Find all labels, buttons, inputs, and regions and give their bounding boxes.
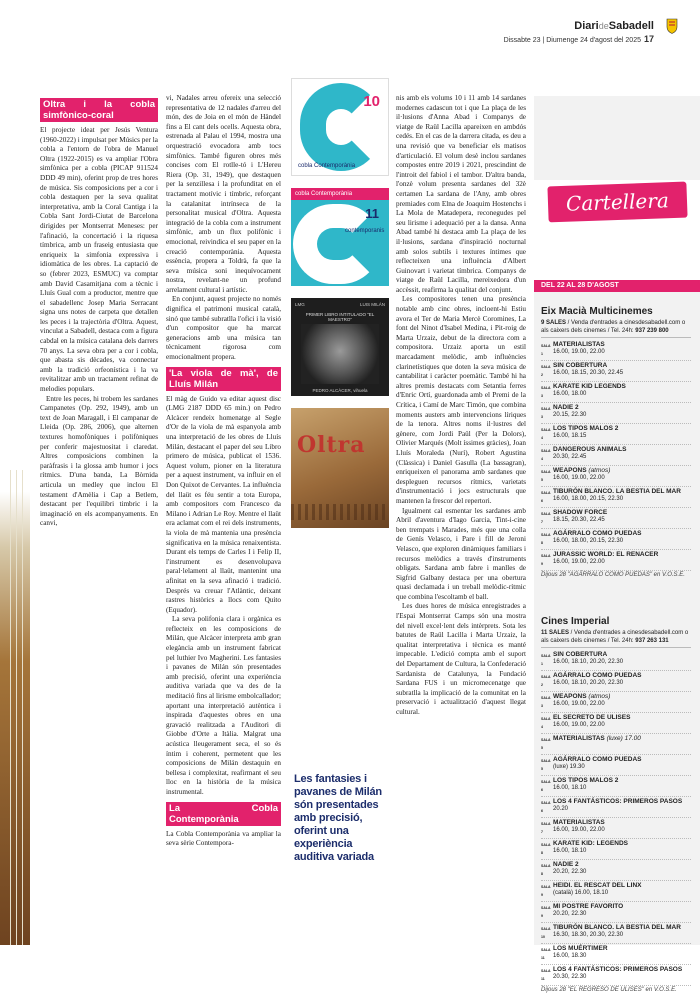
- film-title: HEIDI. EL RESCAT DEL LINX: [553, 882, 642, 889]
- newspaper-name: [504, 20, 654, 32]
- cinema-room-count: 11 SALES: [541, 630, 570, 636]
- screen-room: SALA 6: [541, 780, 551, 792]
- screen-room: SALA 2: [541, 365, 551, 377]
- film-title: TIBURÓN BLANCO. LA BESTIA DEL MAR: [553, 924, 681, 931]
- film-showtimes: 16.30, 18.30, 20.30, 22.30: [553, 931, 624, 938]
- screen-room: SALA 10: [541, 927, 551, 939]
- cinema-name: Cines Imperial: [541, 616, 610, 627]
- article-column-2: [166, 94, 281, 849]
- cinema-phone: 937 263 131: [635, 637, 669, 644]
- film-listing: [541, 902, 691, 923]
- film-showtimes: 16.00, 18.10: [553, 784, 587, 791]
- film-title: LOS TIPOS MALOS 2: [553, 777, 619, 784]
- issue-date-line: [504, 34, 654, 44]
- section-heading-oltra: Oltra i la cobla simfònico-coral: [40, 98, 158, 122]
- film-showtimes: 16.00, 18.30: [553, 952, 587, 959]
- film-showtimes: 16.00, 19.00, 22.00: [553, 700, 605, 707]
- film-listing: [541, 382, 691, 403]
- sabadell-crest-icon: [666, 18, 678, 34]
- film-listing: [541, 361, 691, 382]
- film-title: SIN COBERTURA: [553, 651, 608, 658]
- film-title: KARATE KID LEGENDS: [553, 383, 626, 390]
- article-paragraph: En conjunt, aquest projecte no només dignifica el patrimoni musical català, sinó que també subratlla l'ofici i la visió d'un compositor que ha marcat generacions amb una música tan tècnicament rigorosa com emocionalment propera.: [166, 295, 281, 362]
- page-number: 17: [643, 34, 654, 44]
- film-showtimes: 16.00, 18.10: [553, 847, 587, 854]
- film-title: KARATE KID: LEGENDS: [553, 840, 628, 847]
- film-title: DANGEROUS ANIMALS: [553, 446, 627, 453]
- film-format: (atmos): [586, 693, 611, 700]
- film-listing: [541, 692, 691, 713]
- film-title: MATERIALISTAS: [553, 341, 605, 348]
- film-title: WEAPONS (atmos): [553, 693, 611, 700]
- cover-title: Oltra: [297, 432, 366, 458]
- film-title: LOS 4 FANTÁSTICOS: PRIMEROS PASOS: [553, 966, 683, 973]
- newspaper-name-de: de: [598, 21, 609, 31]
- film-listing: [541, 671, 691, 692]
- album-cover-cobla-11: [291, 188, 389, 286]
- screen-room: SALA 5: [541, 470, 551, 482]
- film-format: (atmos): [586, 467, 611, 474]
- film-listing: [541, 881, 691, 902]
- film-listing: [541, 340, 691, 361]
- section-heading-milan: 'La viola de mà', de Lluís Milán: [166, 367, 281, 391]
- article-paragraph: vi, Nadales arreu ofereix una selecció representativa de 12 nadales d'arreu del món, des de Joia en el món de Händel fins a El cant dels ocells. Aquesta obra, estrenada al Palau el 1994, mostra una orquestració evocadora amb tocs simfònics. També figuren obres més concises com El rotlle-tó i L'Hereu Riera (Op. 31, 1949), que destaquen per la senzillesa i la profunditat en el tractament motívic i tímbric, reforçant la catalanitat intrínseca de la personalitat musical d'Oltra. Aquesta integració de la cobla com a instrument simfònic, amb un flux polifònic i emocional, reivindica el seu paper en la creació contemporània. Aquesta essència, propera a Toldrà, fa que la seva música soni inequívocament nostra, revelant-ne un profund arrelament cultural i artístic.: [166, 94, 281, 294]
- film-title: WEAPONS (atmos): [553, 467, 611, 474]
- film-showtimes: 20.30, 22.30: [553, 973, 587, 980]
- cinema-block: [541, 616, 691, 997]
- cinema-ticket-info: / Venda d'entrades a cinesdesabadell.com o als caixers dels cinemes / Tel. 24h:: [541, 320, 686, 334]
- film-listing: [541, 797, 691, 818]
- screen-room: SALA 4: [541, 449, 551, 461]
- cinema-note: Dijous 28 "EL REGRESO DE ULISES" en V.O.S.E.: [541, 987, 677, 993]
- cover-top-line: [295, 302, 385, 307]
- screen-room: SALA 8: [541, 533, 551, 545]
- screen-room: SALA 6: [541, 801, 551, 813]
- film-listing: [541, 403, 691, 424]
- screen-room: SALA 11: [541, 969, 551, 981]
- film-listing: [541, 734, 691, 755]
- film-listing: [541, 923, 691, 944]
- cartellera-banner: [534, 180, 700, 292]
- screen-room: SALA 8: [541, 843, 551, 855]
- cover-volume-number: 10: [363, 93, 380, 110]
- film-showtimes: 16.00, 18.00, 20.15, 22.30: [553, 537, 624, 544]
- guitar-photo: [0, 0, 30, 945]
- film-title: LOS TIPOS MALOS 2: [553, 425, 619, 432]
- cinema-info: [541, 320, 691, 338]
- screen-room: SALA 7: [541, 822, 551, 834]
- screen-room: SALA 9: [541, 554, 551, 566]
- album-cover-oltra: [291, 408, 389, 528]
- article-paragraph: nis amb els volums 10 i 11 amb 14 sardanes modernes cadascun tot i que La plaça de les il·lusions d'Anna Abad i Companys de viatge de Raül Lacilla apareixen en ambdós cedés. En el cas de la darrera citada, es deu a una revisió que va beneficiar els matisos d'articulació. El volum desè inclou sardanes compostes entre 2019 i 2021, prescindint de l'introit del fabiol i el tambor. D'altra banda, l'onzè volum presenta sardanes del 32è certamen La sardana de l'Any, amb obres premiades com Elna de Joaquim Hostenchs i La Mola de Matadepera, reconegudes pel seu lirisme i adequació per a la dansa. Anna Abad també hi destaca amb La plaça de les il·lusions, sardana d'inspiració nocturnal amb solos subtils i textures íntimes que reflecteixen una influència d'Albert Guinovart i varietat tímbrica. Companys de viatge de Raül Lacilla, mereixedora d'un accèssit, reafirma la qualitat del conjunt.: [396, 94, 526, 294]
- cover-label-brand: LMG: [295, 302, 305, 307]
- page-header: [0, 0, 700, 62]
- cover-composer: LUIS MILÁN: [359, 302, 385, 307]
- film-listing: [541, 466, 691, 487]
- article-paragraph: El màg de Guido va editar aquest disc (LMG 2187 DDD 65 min.) on Pedro Alcàcer rendeix homenatge al Segle d'Or de la viola de mà espanyola amb una interpretació de les obres de Lluís Milán, destacant el paper del seu Libro primero de música, publicat el 1536. Aquest volum, pioner en la literatura per a aquest instrument, va influir en el Don Quixot de Cervantes. La influència del llaüt es féu sentir a tota Europa, amb compositors com Francesco da Milano i Adrian Le Roy. Mentre el llaüt era aclamat com el rei dels instruments, la viola de mà mantenia una presència significativa en la música renaixentista. Durant els temps de Carles I i Felip II, l'instrument es desenvolupava paral·lelament al llaüt, mantenint una afinitat en la seva afinació i tradició. Després va creuar l'Atlàntic, deixant rastres històrics a llocs com Quito (Equador).: [166, 394, 281, 614]
- film-showtimes: 16.00, 19.00, 22.00: [553, 558, 605, 565]
- screen-room: SALA 3: [541, 386, 551, 398]
- film-listing: [541, 755, 691, 776]
- article-paragraph: La Cobla Contemporània va ampliar la seva sèrie Contempora-: [166, 829, 281, 848]
- guitar-string: [10, 470, 11, 945]
- film-title: NADIE 2: [553, 404, 579, 411]
- film-showtimes: 18.15, 20.30, 22.45: [553, 516, 605, 523]
- film-showtimes: 16.00, 19.00, 22.00: [553, 826, 605, 833]
- article-paragraph: Entre les peces, hi trobem les sardanes Campanetes (Op. 292, 1949), amb un text de Joan Maragall, i El campanar de Lleida (Op. 286, 2006), que alternen textures homofòniques i polifòniques per conferir majestuositat i claredat. Altres composicions combinen la paràfrasis i la glossa amb humor i jocs rítmics. D'una banda, La Bòrnida articula un medley que inclou El testament d'Amèlia i Cap a Betlem, destacant per l'equilibri timbric i la imaginació en els acompanyaments. En canvi,: [40, 394, 158, 528]
- screen-room: SALA 5: [541, 738, 551, 750]
- masthead: [504, 20, 654, 44]
- newspaper-name-b: Sabadell: [608, 20, 654, 32]
- film-listing: [541, 944, 691, 965]
- section-heading-cobla: La Cobla Contemporània: [166, 802, 281, 826]
- screen-room: SALA 11: [541, 948, 551, 960]
- screen-room: SALA 9: [541, 885, 551, 897]
- film-format: (luxe) 17.00: [604, 735, 641, 742]
- film-listing: [541, 508, 691, 529]
- cover-subtitle: contemporanis: [345, 228, 385, 234]
- cover-texture: [291, 504, 389, 520]
- film-showtimes: 16.00, 19.00, 22.00: [553, 348, 605, 355]
- screen-room: SALA 5: [541, 759, 551, 771]
- film-showtimes: 20.30, 22.45: [553, 453, 587, 460]
- cover-label: cobla Contemporània: [298, 163, 356, 169]
- film-listing: [541, 550, 691, 571]
- film-listing: [541, 860, 691, 881]
- screen-room: SALA 1: [541, 344, 551, 356]
- film-showtimes: 16.00, 18.15: [553, 432, 587, 439]
- screen-room: SALA 7: [541, 512, 551, 524]
- cinema-info: [541, 630, 691, 648]
- article-paragraph: Les compositores tenen una presència notable amb cinc obres, incloent-hi Estiu avora el Ter de Maria Mercè Coromines, La font del Ninot d'Isabel Medina, i Pit-roig de Marta Urzaiz, debut de la directora com a compositora. Urzaiz aporta un estil marcadament melòdic, amb influències clarinetístiques que doten la seva música de cantabilitat i caràcter poemàtic. També hi ha altres premis destacats com Setantia ferres d'Enric Ortí, guardonada amb el Premi de la Crítica, i Camí de Marc Timón, que combina moments austers amb intervencions líriques de la tenora. Altres noms il·lustres del gènere, com Jordi Paül (Per la Dolors), Olivier Marqués (Molt íssimes gràcies), Joan Lluís Moraleda (Nurí), Robert Agustina (Clàssica) i Daniel Gasulla (La bassagran), enriqueixen el panorama amb sardanes que despleguen recursos rítmics, varietats d'instrumentació i jocs estructurals que mantenen la frescor del repertori.: [396, 295, 526, 505]
- film-title: TIBURÓN BLANCO. LA BESTIA DEL MAR: [553, 488, 681, 495]
- cartellera-sidebar: [534, 96, 700, 993]
- guitar-string: [22, 470, 23, 945]
- film-showtimes: 16.00, 18.00: [553, 390, 587, 397]
- article-column-4: [396, 94, 526, 718]
- film-showtimes: (luxe) 19.30: [553, 763, 585, 770]
- article-paragraph: El projecte ideat per Jesús Ventura (1960-2022) i impulsat per Músics per la cobla a l'entorn de l'obra de Manuel Oltra (1922-2015) es va ampliar l'Obra simfònica per a cobla (PICAP 911524 DDD 49 min), oferint prop de tres hores de música. Sis composicions per a cor i cobla destaquen per la seva qualitat interpretativa, amb la Coral Cantiga i la Cobla Sant Jordi-Ciutat de Barcelona dirigides per Montserrat Meneses: per l'afinació, la concertació i la riquesa tímbrica, amb un fraseig entusiasta que enriqueix la simfonia expressiva i idiomàtica de les obres. La captació de so (febrer 2023, ESMUC) va comptar amb David Casamitjana com a tècnic i Lluís Gual com a productor, mentre que el sabadellenc Josep Maria Serracant signa uns notes de carpeta que detallen les peces i la trajectòria d'Oltra. Aquest, vinculat a Sabadell, destaca com a figura cabdal en la música catalana dels darrers 70 anys. La seva obra per a cor i cobla, que abasta sis dècades, va connectar amb la tradició orfeonística i la va revitalitzar amb un tractament refinat de melodies populars.: [40, 126, 158, 394]
- album-cover-luis-milan: [291, 298, 389, 396]
- cover-volume-number: 11: [365, 206, 379, 221]
- screen-room: SALA 6: [541, 491, 551, 503]
- film-listing: [541, 424, 691, 445]
- issue-date: Dissabte 23 | Diumenge 24 d'agost del 2025: [503, 37, 641, 44]
- film-showtimes: 20.15, 22.30: [553, 411, 587, 418]
- screen-room: SALA 2: [541, 675, 551, 687]
- cinema-ticket-info: / Venda d'entrades a cinesdesabadell.com o als caixers dels cinemes / Tel. 24h:: [541, 630, 689, 644]
- cartellera-title: Cartellera: [547, 182, 687, 223]
- guitar-string: [16, 470, 17, 945]
- cover-label: cobla Contemporània: [291, 188, 389, 200]
- film-title: AGÁRRALO COMO PUEDAS: [553, 672, 642, 679]
- screen-room: SALA 3: [541, 407, 551, 419]
- film-title: AGÁRRALO COMO PUEDAS: [553, 530, 642, 537]
- film-showtimes: 16.00, 18.10, 20.20, 22.30: [553, 679, 624, 686]
- album-cover-cobla-10: [291, 78, 389, 176]
- film-showtimes: 20.20, 22.30: [553, 910, 587, 917]
- film-listing: [541, 965, 691, 986]
- screen-room: SALA 1: [541, 654, 551, 666]
- cinema-room-count: 9 SALES: [541, 320, 567, 326]
- film-title: MI POSTRE FAVORITO: [553, 903, 624, 910]
- screen-room: SALA 9: [541, 906, 551, 918]
- screen-room: SALA 4: [541, 428, 551, 440]
- article-paragraph: Les dues hores de música enregistrades a l'Espai Montserrat Camps són una mostra del nivell excel·lent dels intèrprets. Sota les batutes de Raül Lacilla i Marta Urzaiz, la qualitat interpretativa i tècnica es manté impecable. L'edició compta amb el suport del Departament de Cultura, la Confederació Sardanista de Catalunya, la Fundació Sardana FUS i un micromecenatge que subratlla la implicació de la comunitat en la preservació i actualització d'aquest llegat cultural.: [396, 602, 526, 716]
- film-listing: [541, 487, 691, 508]
- film-title: MATERIALISTAS: [553, 819, 605, 826]
- cover-portrait: [301, 324, 379, 384]
- film-showtimes: 16.00, 18.00, 20.15, 22.30: [553, 495, 624, 502]
- screen-room: SALA 3: [541, 696, 551, 708]
- film-listing: [541, 776, 691, 797]
- film-title: MATERIALISTAS (luxe) 17.00: [553, 735, 641, 742]
- film-showtimes: 16.00, 19.00, 22.00: [553, 721, 605, 728]
- cartellera-dates: DEL 22 AL 28 D'AGOST: [534, 280, 700, 292]
- article-paragraph: Igualment cal esmentar les sardanes amb Abril d'aventura d'Iago Garcia, Tint-i-cine ben trempats i Marades, més que una colla de Genís Velasco, i Pare i fill de Jeroni Velasco, que exploren dinàmiques familiars i recursos melòdics a través d'instruments obligats. Sardana amb fabre i manlles de Sigfrid Galbany destaca per una obertura quasi declamada i un treball melòdic-rítmic que combina l'escoltamb el ball.: [396, 506, 526, 601]
- film-listing: [541, 529, 691, 550]
- film-showtimes: 20.20: [553, 805, 569, 812]
- album-covers: [291, 78, 391, 540]
- cinema-note: Dijous 28 "AGÁRRALO COMO PUEDAS" en V.O.S.E.: [541, 572, 685, 578]
- film-listing: [541, 713, 691, 734]
- film-showtimes: 20.20, 22.30: [553, 868, 587, 875]
- film-title: LOS 4 FANTÁSTICOS: PRIMEROS PASOS: [553, 798, 683, 805]
- cinema-phone: 937 239 800: [635, 327, 669, 334]
- film-title: LOS MUÉRTIMER: [553, 945, 608, 952]
- film-title: EL SECRETO DE ULISES: [553, 714, 631, 721]
- film-listing: [541, 445, 691, 466]
- film-showtimes: (català) 16.00, 18.10: [553, 889, 609, 896]
- cover-performer: PEDRO ALCÀCER, vihuela: [312, 388, 368, 393]
- film-title: NADIE 2: [553, 861, 579, 868]
- film-listing: [541, 650, 691, 671]
- film-showtimes: 16.00, 18.15, 20.30, 22.45: [553, 369, 624, 376]
- screen-room: SALA 8: [541, 864, 551, 876]
- film-title: AGÁRRALO COMO PUEDAS: [553, 756, 642, 763]
- film-showtimes: 16.00, 18.10, 20.20, 22.30: [553, 658, 624, 665]
- newspaper-name-a: Diari: [574, 20, 599, 32]
- film-showtimes: 16.00, 19.00, 22.00: [553, 474, 605, 481]
- film-title: SHADOW FORCE: [553, 509, 608, 516]
- screen-room: SALA 4: [541, 717, 551, 729]
- cinema-block: [541, 306, 691, 582]
- article-column-1: [40, 94, 158, 529]
- film-title: SIN COBERTURA: [553, 362, 608, 369]
- pull-quote: Les fantasies i pavanes de Milán són presentades amb precisió, oferint una experiència auditiva variada: [294, 773, 382, 863]
- film-listing: [541, 818, 691, 839]
- cover-title: PRIMER LIBRO INTITULADO "EL MAESTRO": [305, 312, 375, 322]
- film-listing: [541, 839, 691, 860]
- article-paragraph: La seva polifonia clara i orgànica es reflecteix en les composicions de Milán, que Alcàcer interpreta amb gran elegància amb un instrument fabricat pel luthier Ivo Magherini. Les fantasies i pavanes de Milán són presentades amb precisió, oferint una experiència auditiva variada que va des de la meditació fins al lirisme embolcallador; aportant una interpretació autèntica i inspirada d'aquestes obres en una gravació realitzada a l'Auditori di Giobbe d'Orte a Itàlia. Malgrat una acústica lleugerament seca, el so és íntim i coherent, permetent que les composicions de Milán destaquin en bellesa i complexitat, reafirmant el seu lloc en la història de la música instrumental.: [166, 615, 281, 796]
- cinema-name: Eix Macià Multicinemes: [541, 306, 653, 317]
- film-title: JURASSIC WORLD: EL RENACER: [553, 551, 659, 558]
